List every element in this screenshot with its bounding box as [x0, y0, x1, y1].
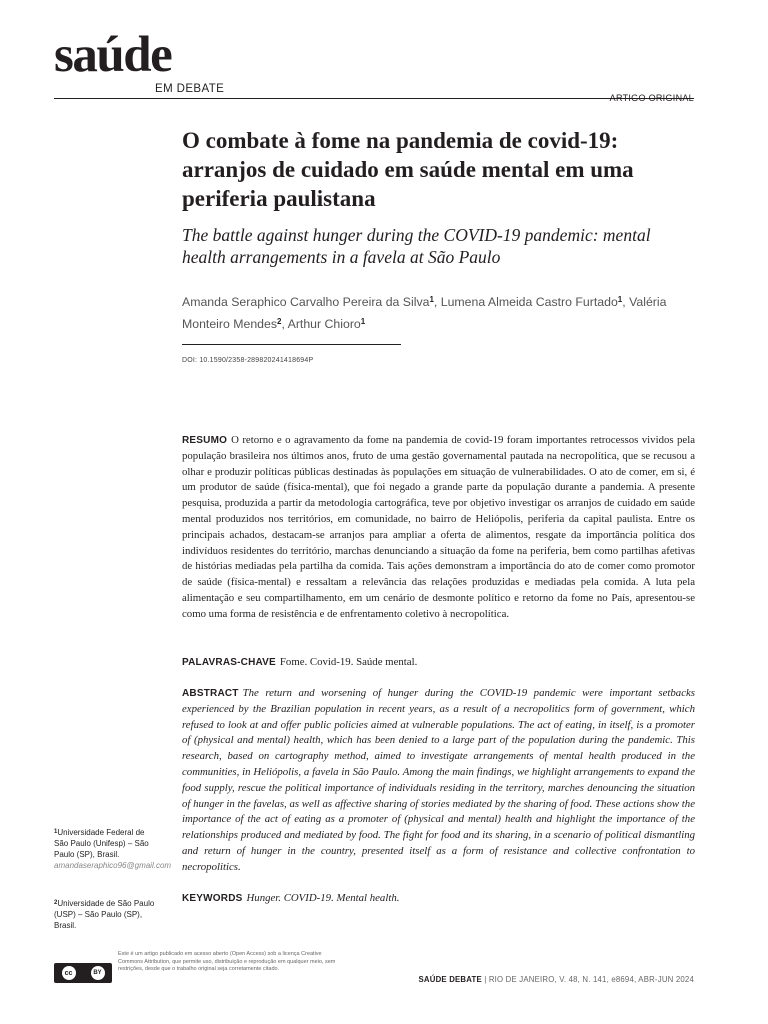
article-title: O combate à fome na pandemia de covid-19: arranjos de cuidado em saúde mental em uma periferia paulistana — [182, 128, 634, 211]
creative-commons-badge[interactable] — [54, 963, 112, 983]
keywords-label: KEYWORDS — [182, 893, 243, 904]
section-label: ARTIGO ORIGINAL — [609, 93, 694, 103]
author-1: Amanda Seraphico Carvalho Pereira da Silva$^1$, — [182, 295, 441, 309]
palavras-chave-paragraph — [182, 655, 695, 671]
palavras-chave-label: PALAVRAS-CHAVE — [182, 657, 276, 668]
resumo-paragraph — [182, 433, 695, 623]
journal-logo-title: saúde — [54, 27, 172, 83]
abstract-text: The return and worsening of hunger during the COVID-19 pandemic were important setbacks experienced by the Brazilian population in recent years, as a result of a necropolitics form of government, which refused to look at and offer public policies aimed at vulnerable populations. The act of eating, in itself, is a promoter of (physical and mental) health, which has been denied to a large part of the population during the pandemic. This research, based on cartography method, aimed to investigate arrangements of mental health produced in the communities, in Heliópolis, a favela in São Paulo. Among the main findings, we highlight arrangements to expand the food supply, rescue the political importance of individuals residing in the territory, marches denouncing the situation of hunger in the favelas, as well as affective sharing of stories mediated by the sharing of food. These actions show the importance of the act of eating as a promoter of (physical and mental) health and highlight the importance of the relationships produced and mediated by food. The fight for food and its sharing, in a scenario of political dismantling and return of hunger in the country, presented itself as a form of resistance and collective confrontation to necropolitics. — [182, 687, 695, 873]
author-3: Valéria Monteiro Mendes$^2$, — [182, 295, 667, 331]
cc-icon: cc — [62, 966, 76, 980]
author-4: Arthur Chioro$^1$ — [287, 317, 366, 331]
affiliation-2: $^2$Universidade de São Paulo (USP) – São Paulo (SP), Brasil. — [54, 899, 155, 930]
affiliation-1: $^1$Universidade Federal de São Paulo (Unifesp) – São Paulo (SP), Brasil. amandaseraphico96@gmail.com — [54, 828, 172, 870]
resumo-text: O retorno e o agravamento da fome na pandemia de covid-19 foram importantes retrocessos vividos pela população brasileira nos últimos anos, fruto de uma gestão governamental pautada na necropolítica, que se recusou a olhar e produzir políticas públicas destinadas às populações em situação de vulnerabilidades. O ato de comer, em si, é um produtor de saúde (física-mental), que foi negado a grande parte da população durante a pandemia. A presente pesquisa, produzida a partir da metodologia cartográfica, teve por objetivo investigar os arranjos de cuidado em saúde mental produzidos nos territórios, em comunidade, no bairro de Heliópolis, periferia da capital paulista. Entre os principais achados, destacam-se arranjos para ampliar a oferta de alimentos, resgate da importância política dos indivíduos residentes do território, marchas denunciando a situação da fome na periferia, bem como partilhas afetivas de histórias mediadas pela partilha da comida. Tais ações demonstram a importância do ato de comer como promotor de saúde (física-mental) e ressaltam a relevância das relações produzidas e mediadas pela comida. A luta pela alimentação e seu compartilhamento, em um cenário de desmonte político e retorno da fome no País, apresentou-se como uma forma de resistência e de enfrentamento coletivo à necropolítica. — [182, 434, 695, 620]
doi-link[interactable]: DOI: 10.1590/2358-289820241418694P — [182, 357, 314, 364]
by-icon: BY — [91, 966, 105, 980]
footer-journal-name: SAÚDE DEBATE — [418, 975, 482, 984]
palavras-chave-text: Fome. Covid-19. Saúde mental. — [279, 656, 418, 668]
header-rule — [54, 98, 694, 99]
article-title-english: The battle against hunger during the COVID-19 pandemic: mental health arrangements in a favela at São Paulo — [182, 225, 651, 267]
footer-citation-details: | RIO DE JANEIRO, V. 48, N. 141, e8694, ABR-JUN 2024 — [484, 975, 694, 984]
author-2: Lumena Almeida Castro Furtado$^1$, — [440, 295, 630, 309]
resumo-label: RESUMO — [182, 435, 228, 446]
abstract-paragraph — [182, 686, 695, 876]
abstract-label: ABSTRACT — [182, 688, 239, 699]
author-rule — [182, 344, 401, 345]
author-email-link[interactable]: amandaseraphico96@gmail.com — [54, 861, 172, 870]
author-list — [182, 290, 698, 334]
journal-logo-subtitle: EM DEBATE — [155, 83, 225, 95]
license-text: Este é um artigo publicado em acesso aberto (Open Access) sob a licença Creative Commons Attribution, que permite uso, distribuição e reprodução em qualquer meio, sem restrições, desde que o trabalho original seja corretamente citado. — [118, 951, 336, 972]
keywords-text: Hunger. COVID-19. Mental health. — [246, 892, 400, 904]
keywords-paragraph — [182, 891, 695, 907]
footer-citation — [419, 975, 694, 984]
